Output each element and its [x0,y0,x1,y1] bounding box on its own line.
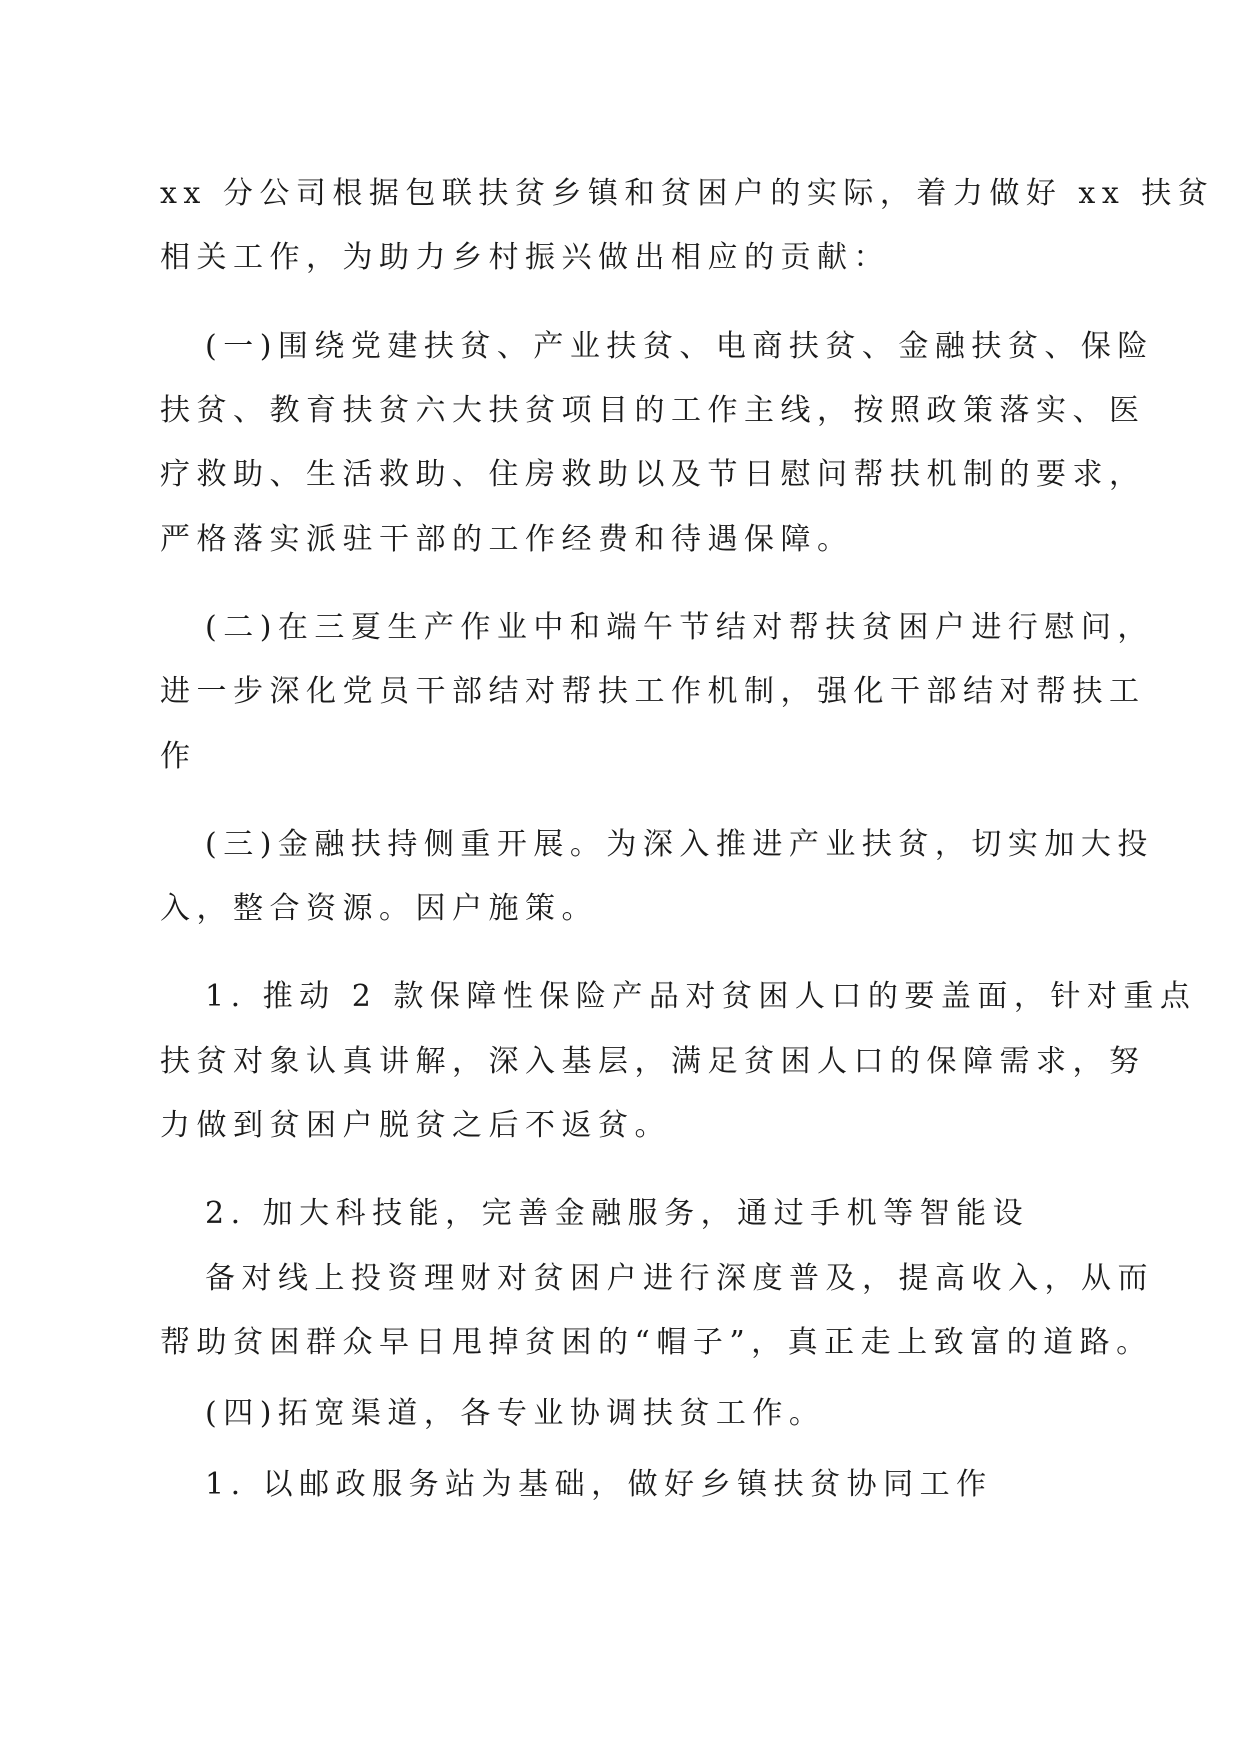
list-item-line: 2. 加大科技能，完善金融服务，通过手机等智能设 [205,1196,1030,1231]
paragraph-line: 备对线上投资理财对贫困户进行深度普及，提高收入，从而 [205,1261,1154,1296]
section-heading-line: (三)金融扶持侧重开展。为深入推进产业扶贫，切实加大投 [205,827,1154,862]
section-heading-line: (一)围绕党建扶贫、产业扶贫、电商扶贫、金融扶贫、保险 [205,329,1154,364]
paragraph-line: 力做到贫困户脱贫之后不返贫。 [160,1108,671,1143]
paragraph-line: 扶贫、教育扶贫六大扶贫项目的工作主线，按照政策落实、医 [160,393,1146,428]
paragraph-line: 入，整合资源。因户施策。 [160,891,598,926]
list-item-line: 1. 推动 2 款保障性保险产品对贫困人口的要盖面，针对重点 [205,979,1197,1014]
paragraph-line: 帮助贫困群众早日甩掉贫困的“帽子”，真正走上致富的道路。 [160,1325,1153,1360]
paragraph-line: 疗救助、生活救助、住房救助以及节日慰问帮扶机制的要求， [160,457,1146,492]
paragraph-line: 进一步深化党员干部结对帮扶工作机制，强化干部结对帮扶工 [160,674,1146,709]
section-heading-line: (二)在三夏生产作业中和端午节结对帮扶贫困户进行慰问， [205,610,1154,645]
paragraph-line: 作 [160,739,197,774]
section-heading-line: (四)拓宽渠道，各专业协调扶贫工作。 [205,1396,826,1431]
paragraph-line: 相关工作，为助力乡村振兴做出相应的贡献： [160,240,890,275]
paragraph-line: 严格落实派驻干部的工作经费和待遇保障。 [160,522,854,557]
paragraph-line: 扶贫对象认真讲解，深入基层，满足贫困人口的保障需求，努 [160,1044,1146,1079]
list-item-line: 1. 以邮政服务站为基础，做好乡镇扶贫协同工作 [205,1467,993,1502]
paragraph-line: xx 分公司根据包联扶贫乡镇和贫困户的实际，着力做好 xx 扶贫 [160,176,1215,211]
